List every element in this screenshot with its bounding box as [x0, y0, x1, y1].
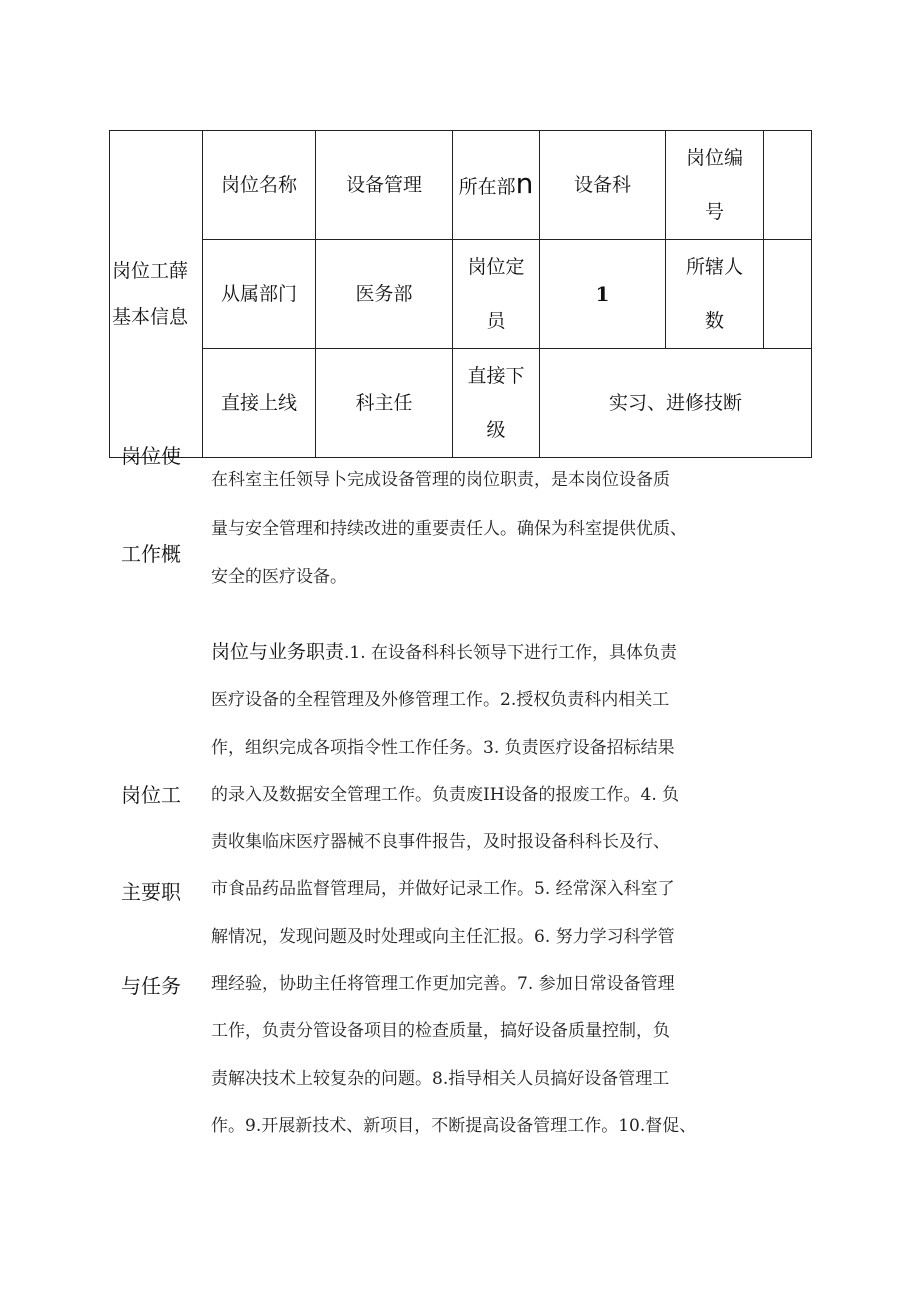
label-direct-subordinate-line2: 级 — [486, 419, 506, 441]
duties-line: 作。9.开展新技术、新项目，不断提高设备管理工作。10.督促、 — [211, 1115, 697, 1136]
duties-lead: 岗位与业务职责 — [211, 641, 345, 663]
summary-line: 量与安全管理和持续改进的重要责任人。确保为科室提供优质、 — [211, 518, 687, 539]
label-managed-count-line1: 所辖人 — [685, 256, 743, 278]
label-position-code-line1: 岗位编 — [685, 147, 743, 169]
duties-text — [211, 629, 771, 1150]
label-department-glyph: n — [515, 166, 534, 200]
summary-label-line2: 工作概 — [121, 542, 181, 566]
label-position-code-line2: 号 — [704, 201, 724, 223]
label-position-code — [666, 131, 764, 240]
duties-line: 医疗设备的全程管理及外修管理工作。2.授权负责科内相关工 — [211, 690, 670, 711]
duties-line: 的录入及数据安全管理工作。负责废IH设备的报废工作。4. 负 — [211, 784, 680, 805]
section-label-line1: 岗位工薛 — [112, 260, 189, 282]
label-managed-count — [666, 240, 764, 349]
duties-first-line — [211, 629, 771, 677]
value-direct-subordinate: 实习、进修技断 — [540, 349, 812, 458]
duties-line: 工作，负责分管设备项目的检查质量，搞好设备质量控制，负 — [211, 1021, 670, 1042]
value-department: 设备科 — [540, 131, 666, 240]
label-position-quota — [453, 240, 540, 349]
label-department-text: 所在部 — [458, 175, 516, 198]
value-direct-superior: 科主任 — [316, 349, 453, 458]
duties-first-line-rest: .1. 在设备科科长领导下进行工作，具体负责 — [344, 643, 678, 663]
summary-line: 在科室主任领导卜完成设备管理的岗位职责，是本岗位设备质 — [211, 470, 670, 490]
label-direct-subordinate — [453, 349, 540, 458]
duties-line: 解情况，发现问题及时处理或向主任汇报。6. 努力学习科学管 — [211, 926, 675, 947]
label-position-name: 岗位名称 — [203, 131, 316, 240]
value-position-name: 设备管理 — [316, 131, 453, 240]
duties-line: 责解决技术上较复杂的问题。8.指导相关人员搞好设备管理工 — [211, 1068, 670, 1089]
summary-label-line1: 岗位使 — [121, 444, 181, 468]
duties-line: 责收集临床医疗器械不良事件报告，及时报设备科科长及行、 — [211, 832, 670, 853]
duties-label-line1: 岗位工 — [121, 783, 181, 807]
summary-line: 安全的医疗设备。 — [211, 567, 347, 587]
label-parent-department: 从属部门 — [203, 240, 316, 349]
label-managed-count-line2: 数 — [704, 310, 724, 332]
summary-text — [211, 456, 771, 602]
value-position-code — [764, 131, 812, 240]
job-info-table — [109, 130, 812, 458]
duties-label-line2: 主要职 — [121, 880, 181, 904]
label-direct-superior: 直接上线 — [203, 349, 316, 458]
value-position-quota: 1 — [540, 240, 666, 349]
section-label-line2: 基本信息 — [112, 306, 189, 328]
label-department — [453, 131, 540, 240]
duties-line: 作，组织完成各项指令性工作任务。3. 负责医疗设备招标结果 — [211, 737, 675, 758]
duties-line: 市食品药品监督管理局，并做好记录工作。5. 经常深入科室了 — [211, 879, 675, 900]
duties-line: 理经验，协助主任将管理工作更加完善。7. 参加日常设备管理 — [211, 974, 675, 995]
label-position-quota-line2: 员 — [486, 310, 506, 332]
duties-label-line3: 与任务 — [121, 974, 181, 998]
label-position-quota-line1: 岗位定 — [467, 256, 525, 278]
value-parent-department: 医务部 — [316, 240, 453, 349]
section-label-basic-info — [110, 131, 203, 458]
value-managed-count — [764, 240, 812, 349]
label-direct-subordinate-line1: 直接下 — [467, 365, 525, 387]
